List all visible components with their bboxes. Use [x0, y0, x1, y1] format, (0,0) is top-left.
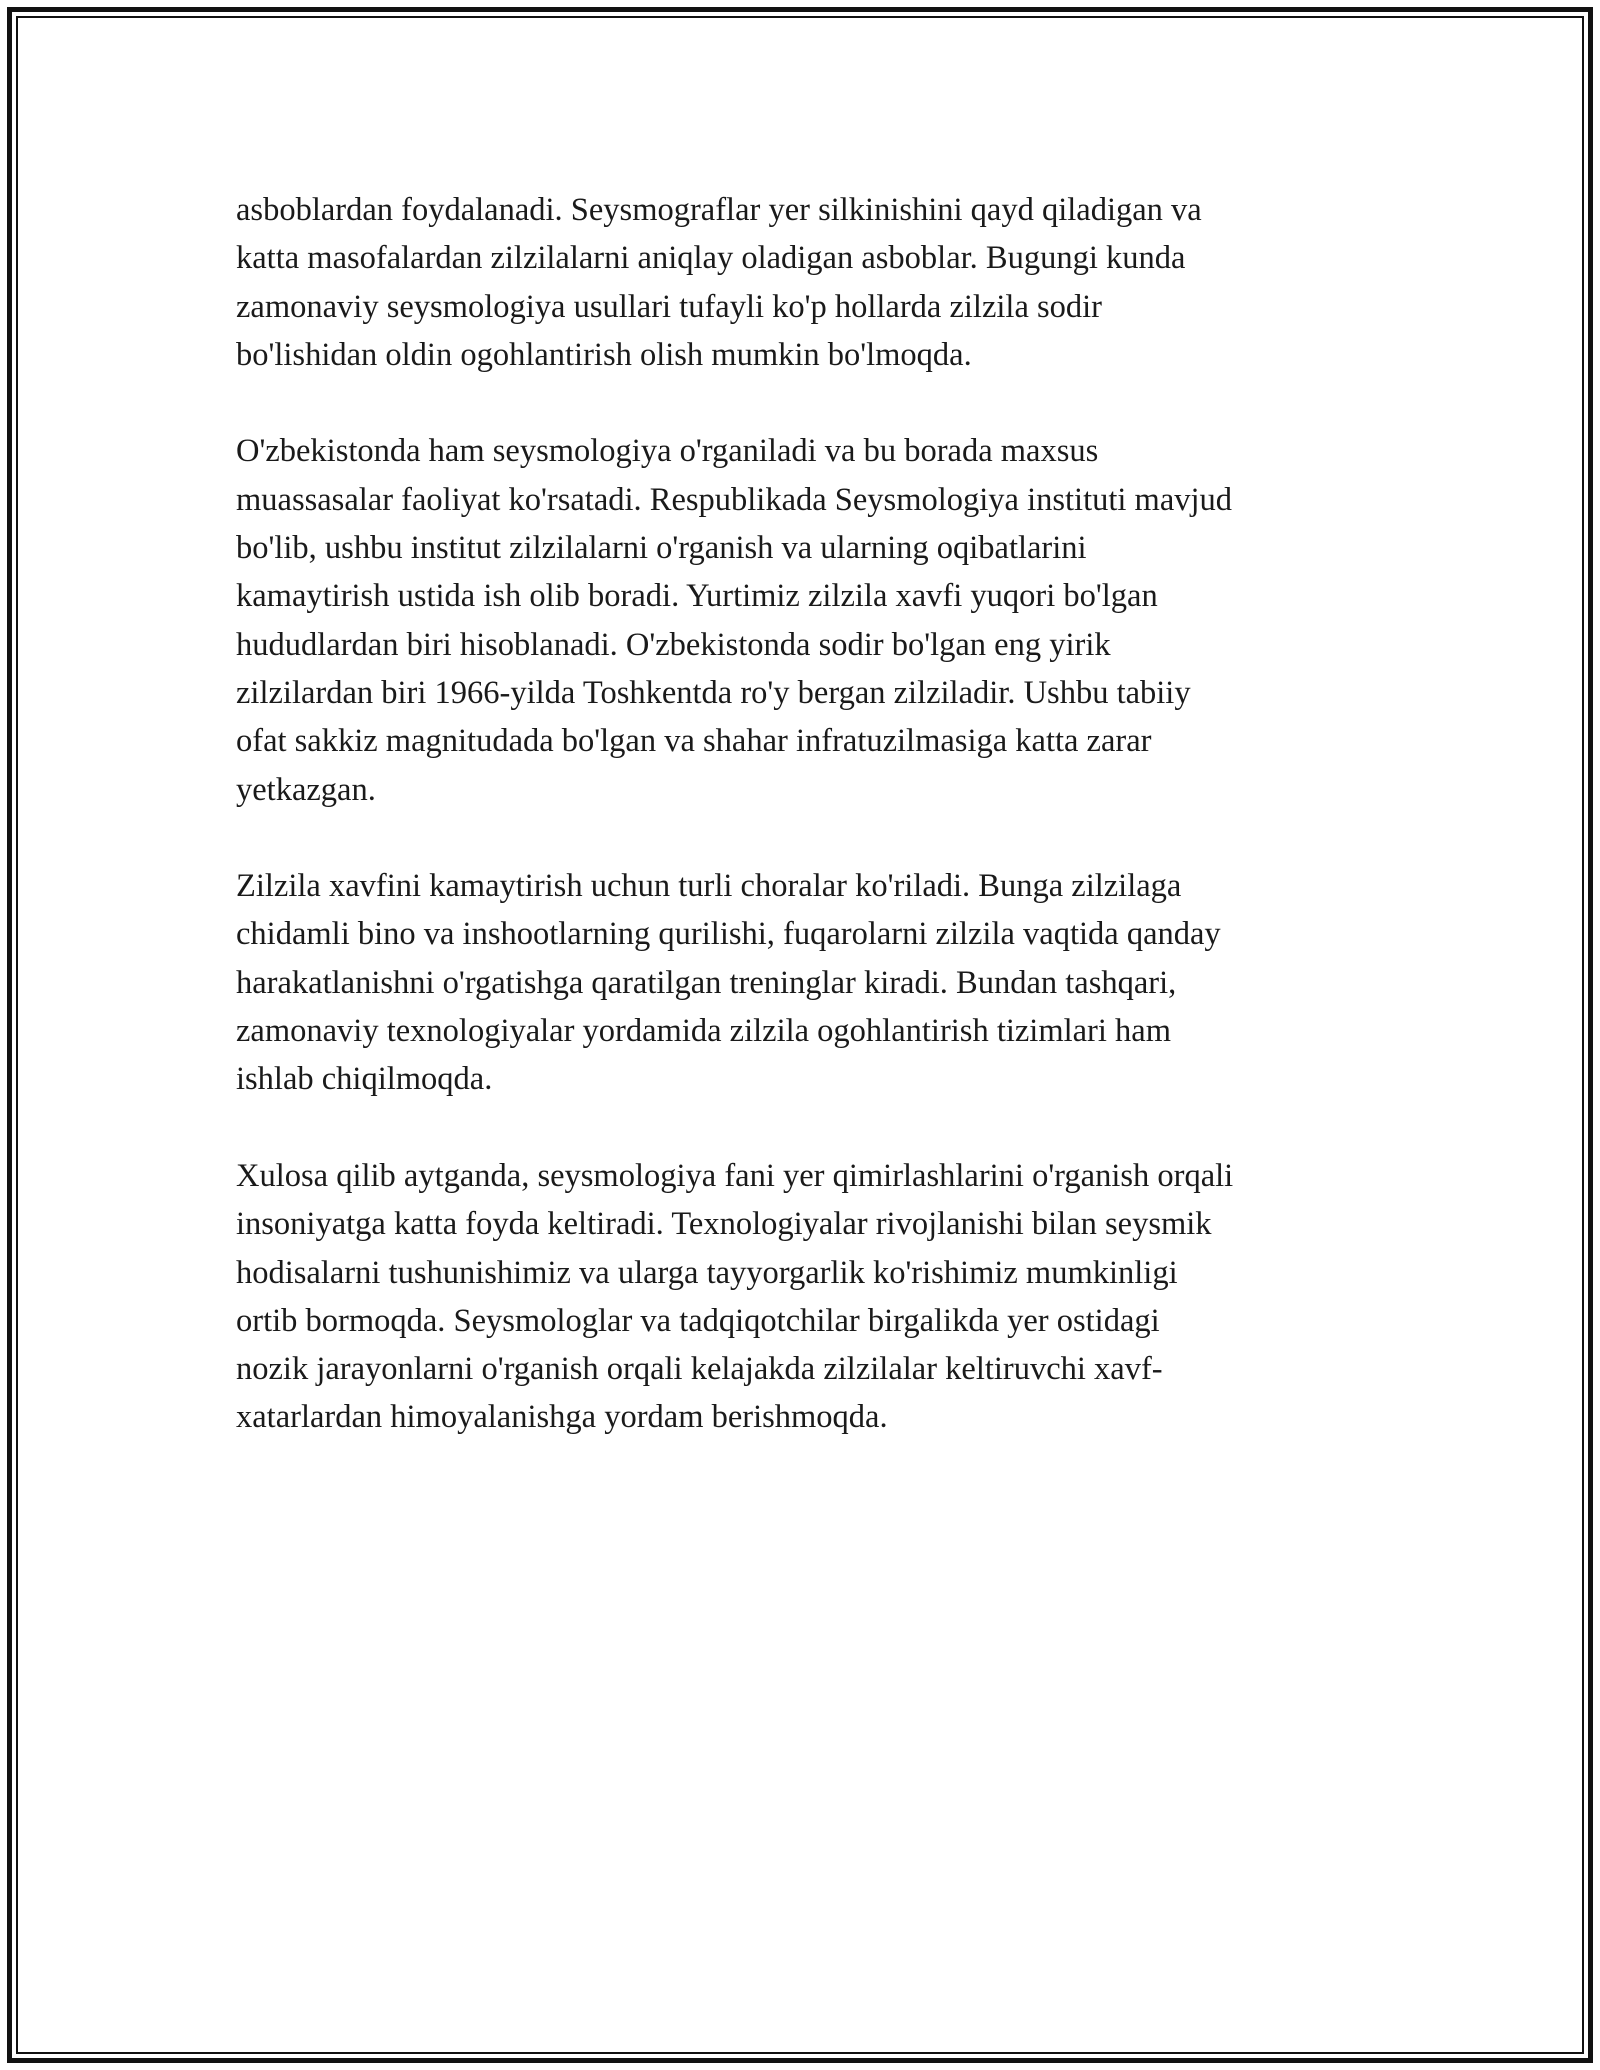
paragraph-risk-reduction: Zilzila xavfini kamaytirish uchun turli choralar ko'riladi. Bunga zilzilaga chidamli bino va inshootlarning qurilishi, fuqarolarni zilzila vaqtida qanday harakatlanishni o'rgatishga qaratilgan treninglar kiradi. Bundan tashqari, zamonaviy texnologiyalar yordamida zilzila ogohlantirish tizimlari ham ishlab chiqilmoqda. [236, 868, 1221, 1098]
paragraph-seismographs: asboblardan foydalanadi. Seysmograflar yer silkinishini qayd qiladigan va katta masofalardan zilzilalarni aniqlay oladigan asboblar. Bugungi kunda zamonaviy seysmologiya usullari tufayli ko'p hollarda zilzila sodir bo'lishidan oldin ogohlantirish olish mumkin bo'lmoqda. [236, 192, 1202, 373]
paragraph-uzbekistan-seismology: O'zbekistonda ham seysmologiya o'rganiladi va bu borada maxsus muassasalar faoliyat ko'rsatadi. Respublikada Seysmologiya instituti mavjud bo'lib, ushbu institut zilzilalarni o'rganish va ularning oqibatlarini kamaytirish ustida ish olib boradi. Yurtimiz zilzila xavfi yuqori bo'lgan hududlardan biri hisoblanadi. O'zbekistonda sodir bo'lgan eng yirik zilzilardan biri 1966-yilda Toshkentda ro'y bergan zilziladir. Ushbu tabiiy ofat sakkiz magnitudada bo'lgan va shahar infratuzilmasiga katta zarar yetkazgan. [236, 433, 1233, 808]
document-body [236, 186, 1386, 1490]
paragraph-conclusion: Xulosa qilib aytganda, seysmologiya fani yer qimirlashlarini o'rganish orqali insoniyatga katta foyda keltiradi. Texnologiyalar rivojlanishi bilan seysmik hodisalarni tushunishimiz va ularga tayyorgarlik ko'rishimiz mumkinligi ortib bormoqda. Seysmologlar va tadqiqotchilar birgalikda yer ostidagi nozik jarayonlarni o'rganish orqali kelajakda zilzilalar keltiruvchi xavf- xatarlardan himoyalanishga yordam berishmoqda. [236, 1157, 1234, 1436]
